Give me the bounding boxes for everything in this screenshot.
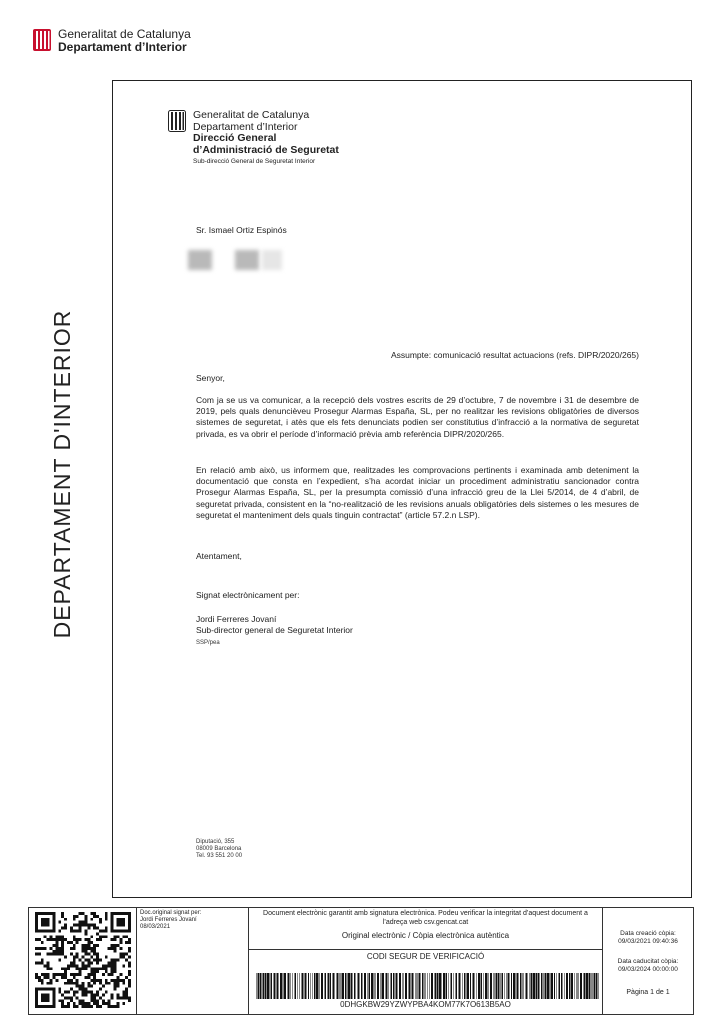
dates-cell	[603, 908, 693, 1014]
csv-code: 0DHGKBW29YZWYPBA4KOM77K7O613B5AO	[340, 1000, 511, 1009]
letterhead-line3: Direcció General	[193, 132, 277, 144]
guarantee-text: Document electrònic garantit amb signatura electrònica. Podeu verificar la integritat d’aquest document a l’adreça web csv.gencat.cat	[263, 910, 588, 926]
address-block	[196, 839, 242, 860]
address-line2: 08009 Barcelona	[196, 846, 242, 852]
salutation: Senyor,	[196, 373, 225, 383]
letterhead-line4: d’Administració de Seguretat	[193, 143, 339, 156]
side-department-label: DEPARTAMENT D'INTERIOR	[49, 309, 75, 639]
header-org-line2: Departament d’Interior	[58, 40, 187, 54]
original-label: Original electrònic / Còpia electrònica autèntica	[341, 931, 510, 940]
expiry-label: Data caducitat còpia:	[617, 958, 679, 965]
signed-cell	[137, 908, 249, 1014]
creation-label: Data creació còpia:	[620, 930, 676, 937]
address-line1: Diputació, 355	[196, 839, 235, 845]
guarantee-cell	[249, 908, 603, 950]
reference-code: SSP/pea	[196, 640, 220, 646]
qr-code-icon	[35, 912, 131, 1008]
page-number: Pàgina 1 de 1	[626, 989, 670, 996]
paragraph-2: En relació amb això, us informem que, realitzades les comprovacions pertinents i examinada amb deteniment la documentació que consta en l’expedient, s’ha acordat iniciar un procediment administratiu sancionador contra Prosegur Alarmas España, SL, per la presumpta comissió d’una infracció greu de la Llei 5/2014, de 4 d’abril, de seguretat privada, consistent en la “no-realització de les revisions anuals obligatòries dels sistemes o les mesures de seguretat el manteniment dels quals tinguin contractat” (article 57.2.n LSP).	[196, 465, 639, 520]
redacted-block	[188, 250, 212, 270]
paragraph-1: Com ja se us va comunicar, a la recepció dels vostres escrits de 29 d’octubre, 7 de novembre i 31 de desembre de 2019, pels quals denuncièveu Prosegur Alarmas España, SL, per no realitzar les revisions obligatòries de diversos sistemes de seguretat, i atès que els fets denunciats podien ser constitutius d’infracció a la normativa de seguretat privada, es va obrir el període d’informació prèvia amb referència DIPR/2020/265.	[196, 395, 639, 439]
generalitat-logo-icon	[33, 29, 51, 51]
redacted-block	[262, 250, 282, 270]
signed-line2: Jordi Ferreres Jovaní	[140, 917, 197, 923]
address-line3: Tel. 93 551 20 00	[196, 853, 243, 859]
signed-line1: Doc.original signat per:	[140, 910, 202, 916]
redacted-block	[235, 250, 259, 270]
signed-line3: 08/03/2021	[140, 924, 171, 930]
letterhead-line1: Generalitat de Catalunya	[193, 109, 310, 121]
signer-name: Jordi Ferreres Jovaní	[196, 614, 277, 624]
header-org	[58, 28, 191, 54]
closing: Atentament,	[196, 551, 242, 561]
signer-title: Sub-director general de Seguretat Interior	[196, 625, 353, 635]
csv-title: CODI SEGUR DE VERIFICACIÓ	[366, 952, 485, 961]
creation-value: 09/03/2021 09:40:36	[618, 938, 678, 945]
letterhead	[193, 110, 339, 167]
expiry-value: 09/03/2024 00:00:00	[618, 966, 678, 973]
recipient-name: Sr. Ismael Ortiz Espinós	[196, 225, 287, 235]
letterhead-line2: Departament d’Interior	[193, 120, 298, 133]
signed-by-label: Signat electrònicament per:	[196, 590, 300, 600]
letterhead-line5: Sub-direcció General de Seguretat Interior	[193, 158, 316, 165]
subject-line: Assumpte: comunicació resultat actuacions (refs. DIPR/2020/265)	[390, 350, 639, 360]
header-org-line1: Generalitat de Catalunya	[58, 27, 191, 41]
barcode-icon	[256, 973, 599, 999]
letterhead-logo-icon	[168, 110, 186, 132]
